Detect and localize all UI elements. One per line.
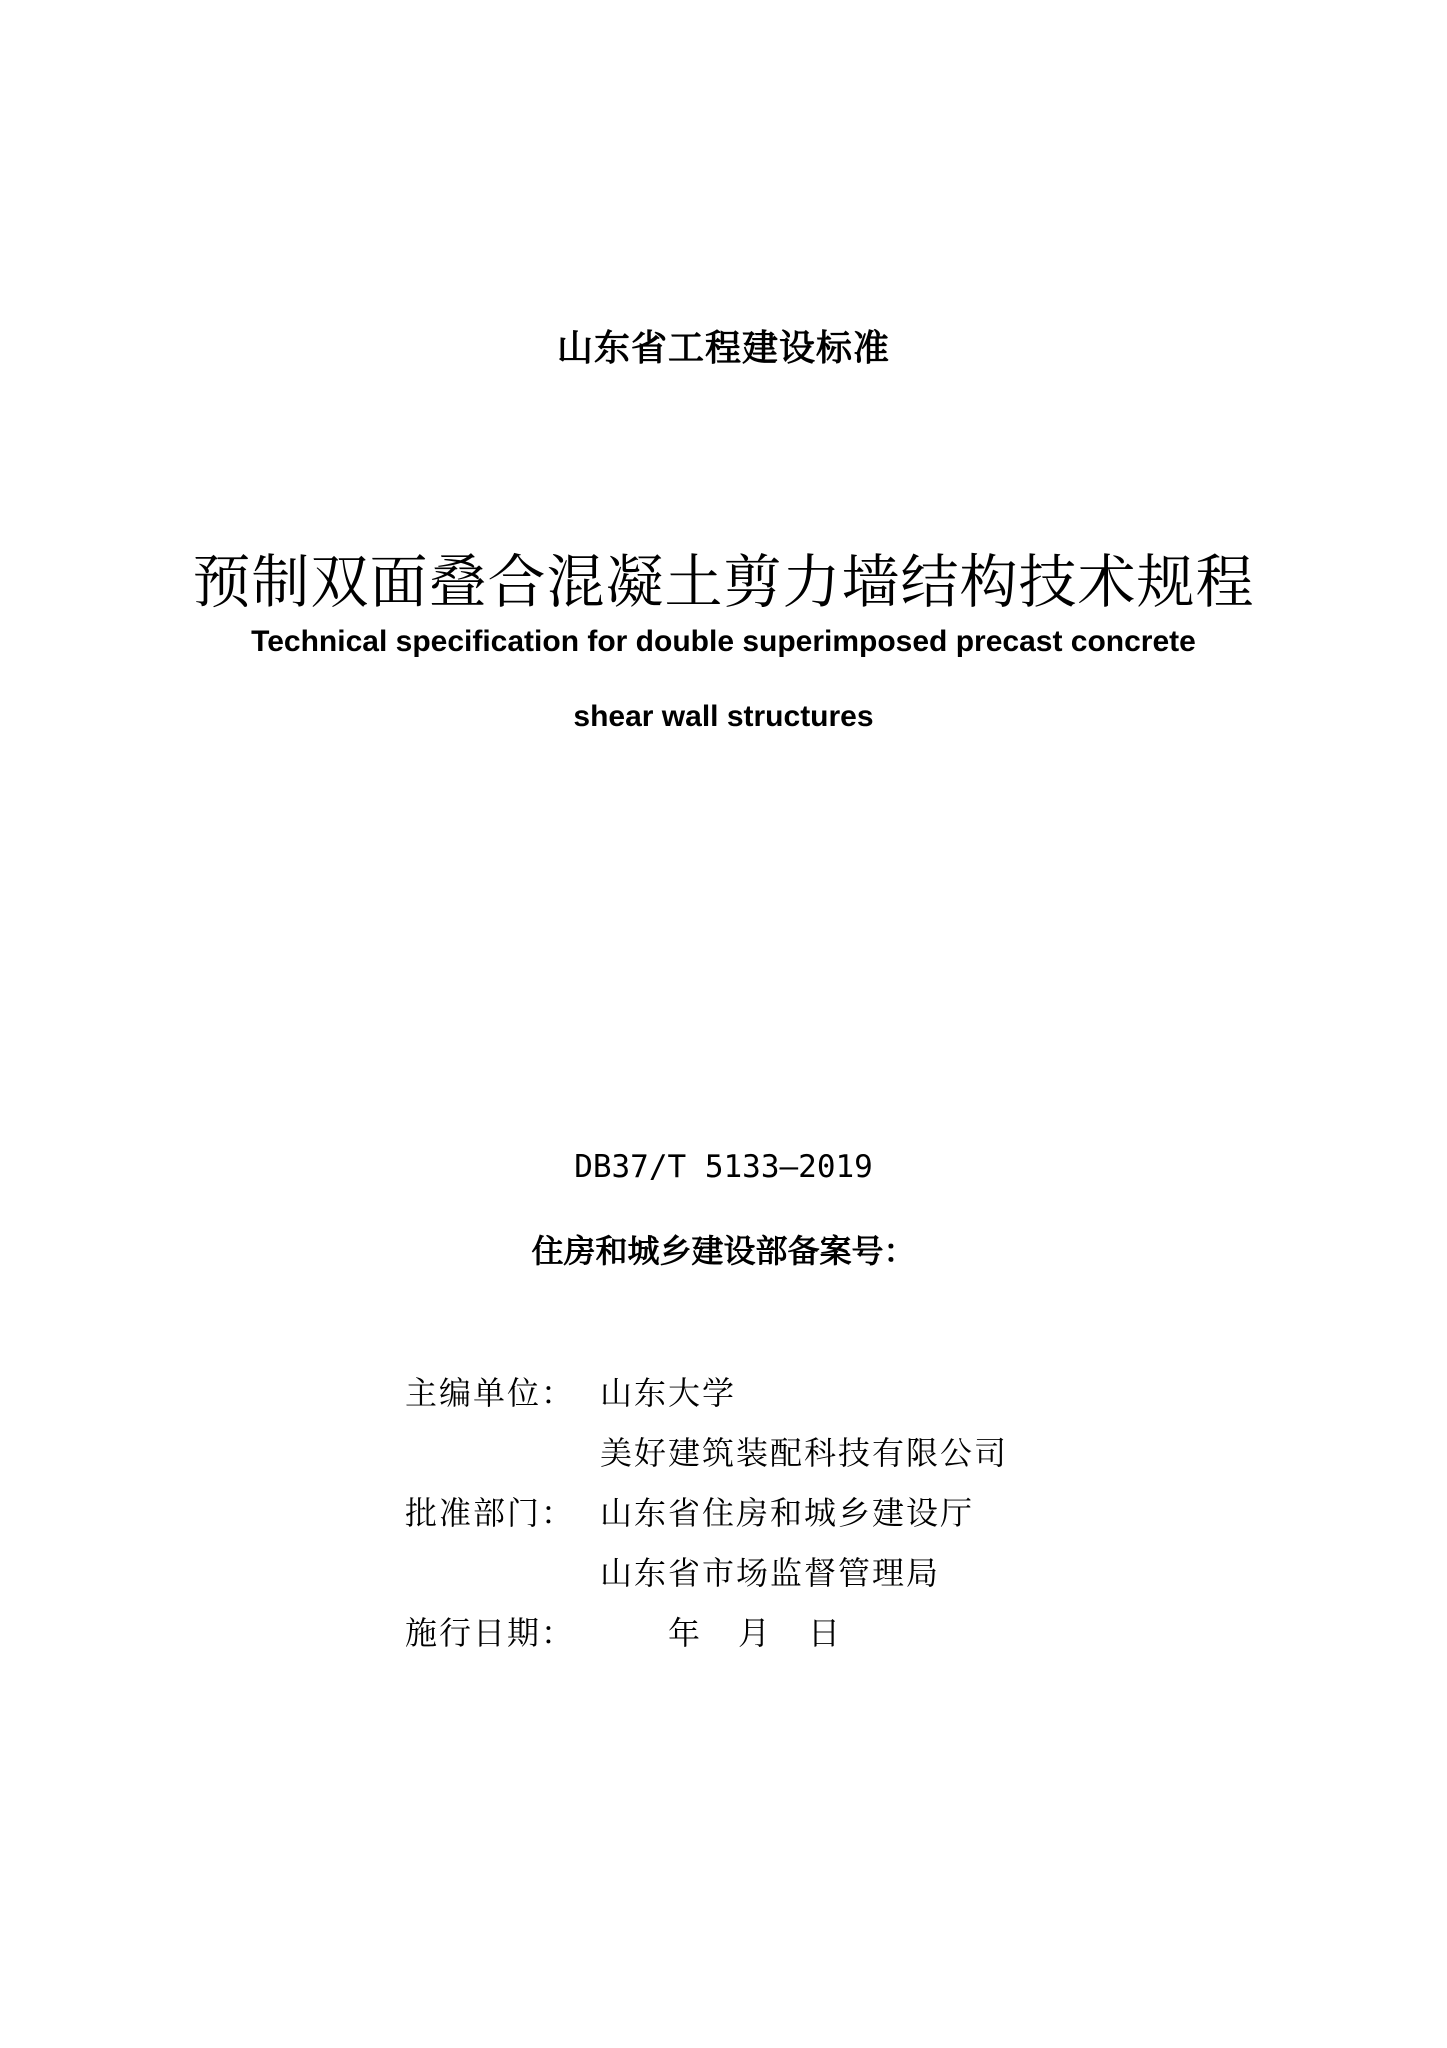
standard-code: DB37/T 5133—2019 [574, 1149, 873, 1185]
record-number-label: 住房和城乡建设部备案号： [531, 1232, 916, 1270]
editor-unit-1: 山东大学 [600, 1374, 737, 1412]
effective-date-month: 月 [738, 1614, 773, 1652]
document-title-en-line2: shear wall structures [573, 700, 874, 733]
editor-unit-2: 美好建筑装配科技有限公司 [600, 1434, 1009, 1472]
document-title-cn: 预制双面叠合混凝土剪力墙结构技术规程 [192, 548, 1255, 616]
effective-date-label: 施行日期： [405, 1614, 576, 1652]
approval-dept-2: 山东省市场监督管理局 [600, 1554, 941, 1592]
approval-label: 批准部门： [405, 1494, 576, 1532]
standard-category-header: 山东省工程建设标准 [556, 328, 890, 369]
editor-label: 主编单位： [405, 1374, 576, 1412]
approval-dept-1: 山东省住房和城乡建设厅 [600, 1494, 975, 1532]
effective-date-year: 年 [668, 1614, 703, 1652]
effective-date-day: 日 [808, 1614, 843, 1652]
document-title-en-line1: Technical specification for double superimposed precast concrete [251, 625, 1196, 658]
